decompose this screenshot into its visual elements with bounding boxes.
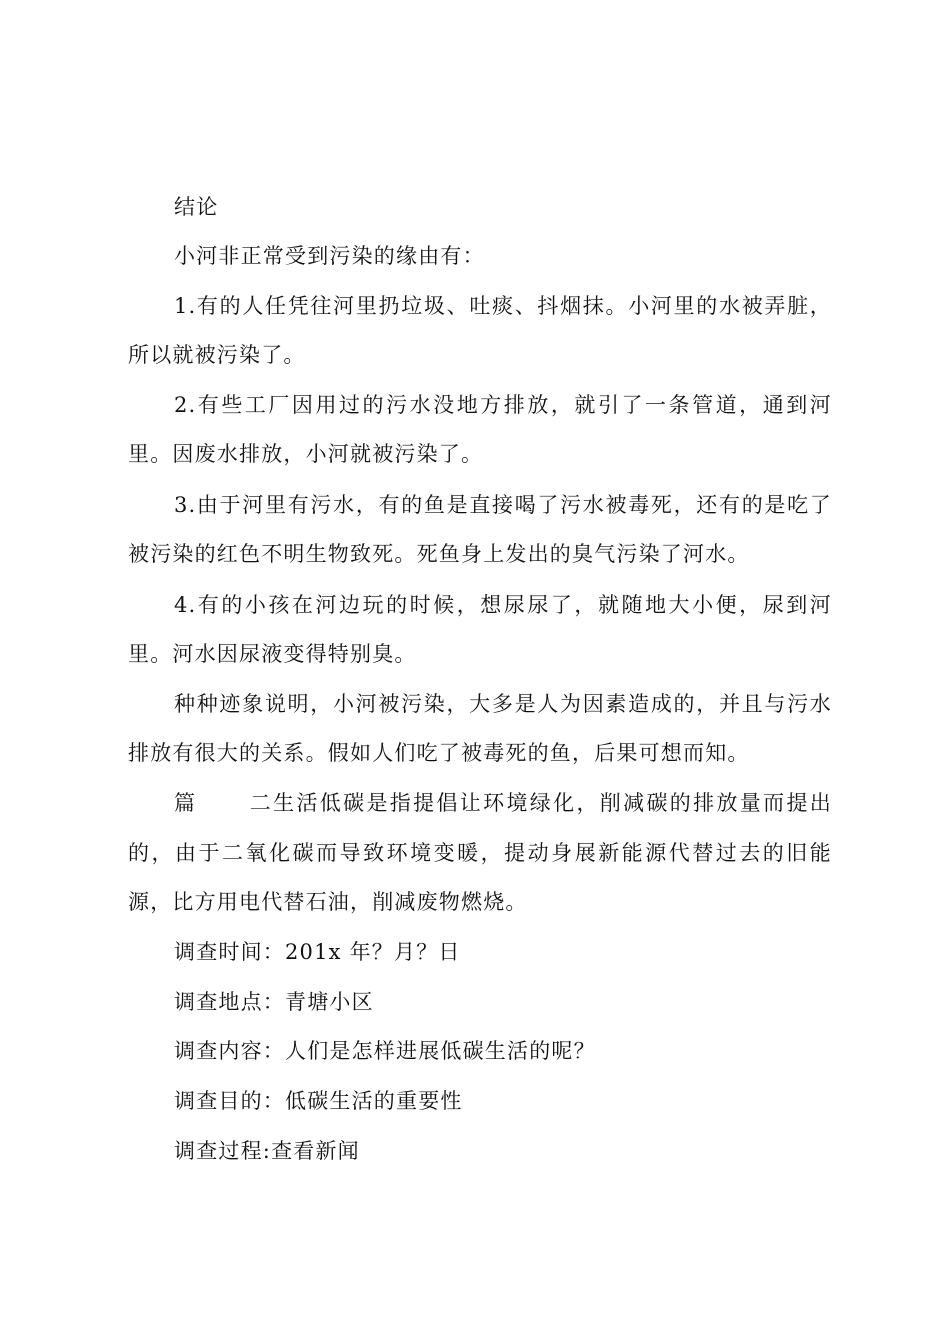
item-3-line-1: 3.由于河里有污水，有的鱼是直接喝了污水被毒死，还有的是吃了 bbox=[174, 493, 832, 517]
survey-time: 调查时间：201x 年？月？日 bbox=[174, 940, 461, 964]
part2-label: 篇二 bbox=[174, 791, 272, 815]
conclusion-heading: 结论 bbox=[174, 195, 219, 219]
item-3-line-2: 被污染的红色不明生物致死。死鱼身上发出的臭气污染了河水。 bbox=[128, 542, 750, 566]
survey-process: 调查过程:查看新闻 bbox=[174, 1139, 360, 1163]
summary-line-1: 种种迹象说明，小河被污染，大多是人为因素造成的，并且与污水 bbox=[174, 692, 832, 716]
item-4-line-2: 里。河水因尿液变得特别臭。 bbox=[128, 642, 417, 666]
summary-line-2: 排放有很大的关系。假如人们吃了被毒死的鱼，后果可想而知。 bbox=[128, 741, 750, 765]
item-1-line-2: 所以就被污染了。 bbox=[128, 343, 306, 367]
item-1-line-1: 1.有的人任凭往河里扔垃圾、吐痰、抖烟抹。小河里的水被弄脏， bbox=[174, 294, 832, 318]
survey-purpose: 调查目的：低碳生活的重要性 bbox=[174, 1089, 463, 1113]
item-4-line-1: 4.有的小孩在河边玩的时候，想尿尿了，就随地大小便，尿到河 bbox=[174, 593, 832, 617]
item-2-line-1: 2.有些工厂因用过的污水没地方排放，就引了一条管道，通到河 bbox=[174, 393, 832, 417]
item-2-line-2: 里。因废水排放，小河就被污染了。 bbox=[128, 442, 484, 466]
part2-line-1 bbox=[174, 788, 832, 818]
part2-line-3: 源，比方用电代替石油，削减废物燃烧。 bbox=[128, 890, 528, 914]
survey-location: 调查地点：青塘小区 bbox=[174, 990, 374, 1014]
intro-line: 小河非正常受到污染的缘由有： bbox=[174, 244, 485, 268]
survey-content: 调查内容：人们是怎样进展低碳生活的呢？ bbox=[174, 1039, 596, 1063]
part2-line-2: 的，由于二氧化碳而导致环境变暖，提动身展新能源代替过去的旧能 bbox=[128, 841, 832, 865]
part2-line-1-text: 生活低碳是指提倡让环境绿化，削减碳的排放量而提出 bbox=[272, 791, 832, 815]
